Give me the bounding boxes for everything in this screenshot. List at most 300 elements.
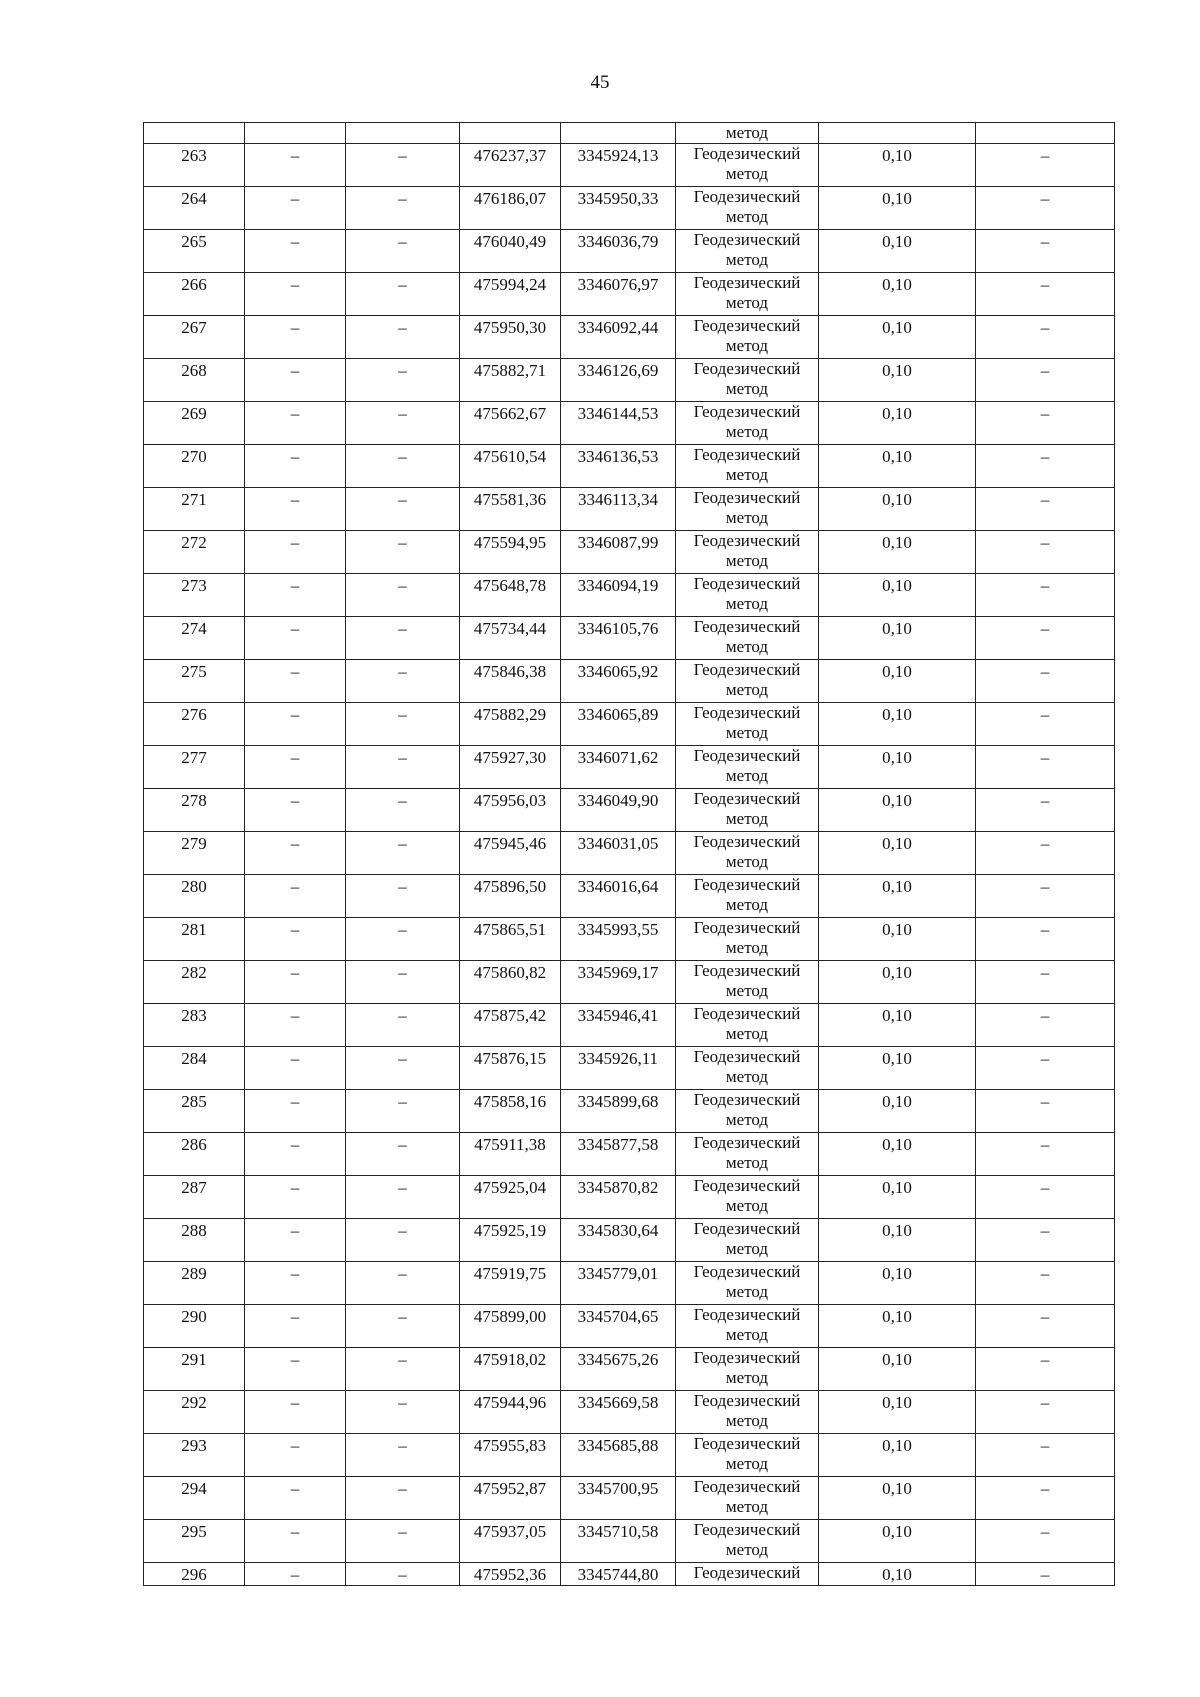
cell-col8-text: – — [1040, 1565, 1050, 1584]
cell-y-text: 3345830,64 — [577, 1221, 659, 1240]
cell-y-text: 3346087,99 — [577, 533, 659, 552]
cell-col3 — [346, 1391, 460, 1434]
cell-y — [561, 1434, 676, 1477]
cell-accuracy-text: 0,10 — [882, 877, 912, 896]
cell-col8-text: – — [1040, 275, 1050, 294]
cell-col8 — [976, 1563, 1115, 1586]
table-row — [144, 359, 1115, 402]
cell-accuracy-text: 0,10 — [882, 1221, 912, 1240]
cell-col2 — [245, 316, 346, 359]
cell-accuracy-text: 0,10 — [882, 1092, 912, 1111]
cell-accuracy-text: 0,10 — [882, 619, 912, 638]
cell-y — [561, 1176, 676, 1219]
cell-y — [561, 1090, 676, 1133]
cell-point-number — [144, 1047, 245, 1090]
cell-col2 — [245, 832, 346, 875]
cell-method — [676, 746, 819, 789]
cell-method — [676, 1477, 819, 1520]
method-line-2: метод — [725, 766, 769, 785]
cell-y — [561, 961, 676, 1004]
cell-accuracy-text: 0,10 — [882, 1264, 912, 1283]
cell-method — [676, 1219, 819, 1262]
cell-accuracy-text: 0,10 — [882, 1393, 912, 1412]
cell-col3 — [346, 918, 460, 961]
cell-col3-text: – — [398, 318, 407, 337]
cell-col2 — [245, 789, 346, 832]
cell-x-text: 475945,46 — [473, 834, 547, 853]
cell-y-text: 3345744,80 — [577, 1565, 659, 1584]
cell-col3-text: – — [398, 1135, 407, 1154]
cell-col3-text: – — [398, 791, 407, 810]
cell-col8 — [976, 746, 1115, 789]
cell-x-text: 476186,07 — [473, 189, 547, 208]
table-row — [144, 1477, 1115, 1520]
cell-col3 — [346, 746, 460, 789]
cell-col8-text: – — [1040, 791, 1050, 810]
cell-col8 — [976, 1520, 1115, 1563]
cell-method — [676, 1262, 819, 1305]
cell-point-number-text: 264 — [181, 189, 207, 208]
cell-x-text: 475865,51 — [473, 920, 547, 939]
cell-col8-text: – — [1040, 404, 1050, 423]
cell-point-number — [144, 273, 245, 316]
cell-col3 — [346, 1434, 460, 1477]
cell-col3 — [346, 574, 460, 617]
cell-accuracy-text: 0,10 — [882, 533, 912, 552]
method-line-1: Геодезический — [693, 961, 801, 980]
cell-col8 — [976, 660, 1115, 703]
cell-point-number-text: 294 — [181, 1479, 207, 1498]
cell-y-text: 3345870,82 — [577, 1178, 659, 1197]
cell-col3 — [346, 1219, 460, 1262]
cell-col3-text: – — [398, 490, 407, 509]
cell-point-number — [144, 617, 245, 660]
cell-col2-text: – — [290, 1049, 300, 1068]
cell-col2-text: – — [290, 1307, 300, 1326]
cell-accuracy-text: 0,10 — [882, 920, 912, 939]
cell-y — [561, 144, 676, 187]
cell-point-number — [144, 1348, 245, 1391]
cell-col2 — [245, 488, 346, 531]
cell-accuracy — [819, 1262, 976, 1305]
cell-col3 — [346, 316, 460, 359]
table-row — [144, 1563, 1115, 1586]
method-line-2: метод — [725, 1110, 769, 1129]
cell-accuracy — [819, 1219, 976, 1262]
cell-y-text: 3346065,89 — [577, 705, 659, 724]
cell-accuracy-text: 0,10 — [882, 1178, 912, 1197]
cell-x — [460, 1348, 561, 1391]
method-line-1: Геодезический — [693, 1434, 801, 1453]
cell-col2-text: – — [290, 1221, 300, 1240]
cell-accuracy — [819, 1090, 976, 1133]
cell-col8-text: – — [1040, 963, 1050, 982]
cell-point-number — [144, 187, 245, 230]
cell-col3 — [346, 875, 460, 918]
cell-point-number — [144, 1133, 245, 1176]
cell-col8-text: – — [1040, 361, 1050, 380]
method-line-1: Геодезический — [693, 144, 801, 163]
cell-method — [676, 359, 819, 402]
cell-y — [561, 273, 676, 316]
cell-col3 — [346, 488, 460, 531]
cell-point-number — [144, 123, 245, 144]
method-line-1: Геодезический — [693, 359, 801, 378]
cell-accuracy — [819, 789, 976, 832]
cell-x-text: 475858,16 — [473, 1092, 547, 1111]
cell-y — [561, 445, 676, 488]
table-row — [144, 961, 1115, 1004]
cell-x-text: 476040,49 — [473, 232, 547, 251]
cell-col2 — [245, 1477, 346, 1520]
cell-accuracy — [819, 1348, 976, 1391]
cell-col2-text: – — [290, 189, 300, 208]
table-row — [144, 918, 1115, 961]
cell-x — [460, 1219, 561, 1262]
cell-col2-text: – — [290, 1006, 300, 1025]
cell-x-text: 475956,03 — [473, 791, 547, 810]
cell-point-number-text: 288 — [181, 1221, 207, 1240]
cell-y — [561, 1004, 676, 1047]
cell-col3 — [346, 961, 460, 1004]
cell-x — [460, 918, 561, 961]
cell-point-number-text: 292 — [181, 1393, 207, 1412]
cell-col3 — [346, 1262, 460, 1305]
cell-col3 — [346, 1176, 460, 1219]
cell-col8 — [976, 123, 1115, 144]
cell-col8-text: – — [1040, 1006, 1050, 1025]
table-row — [144, 531, 1115, 574]
cell-method — [676, 1133, 819, 1176]
cell-col8 — [976, 789, 1115, 832]
cell-y — [561, 1133, 676, 1176]
cell-x — [460, 359, 561, 402]
cell-col2 — [245, 703, 346, 746]
method-line-1: Геодезический — [693, 230, 801, 249]
cell-method — [676, 1004, 819, 1047]
cell-col8-text: – — [1040, 662, 1050, 681]
cell-col8 — [976, 1391, 1115, 1434]
method-line-1: Геодезический — [693, 187, 801, 206]
cell-accuracy-text: 0,10 — [882, 1565, 912, 1584]
cell-col8 — [976, 316, 1115, 359]
cell-col2-text: – — [290, 920, 300, 939]
method-line-2: метод — [725, 1325, 769, 1344]
cell-method — [676, 531, 819, 574]
cell-accuracy-text: 0,10 — [882, 576, 912, 595]
cell-col8-text: – — [1040, 1092, 1050, 1111]
cell-col3-text: – — [398, 1264, 407, 1283]
cell-col8 — [976, 1090, 1115, 1133]
cell-col3-text: – — [398, 533, 407, 552]
cell-x — [460, 1176, 561, 1219]
cell-col2 — [245, 1090, 346, 1133]
cell-x — [460, 660, 561, 703]
cell-y — [561, 187, 676, 230]
cell-col8-text: – — [1040, 318, 1050, 337]
cell-col8-text: – — [1040, 232, 1050, 251]
cell-col8 — [976, 1176, 1115, 1219]
cell-x — [460, 144, 561, 187]
cell-x — [460, 1004, 561, 1047]
cell-point-number — [144, 703, 245, 746]
cell-col3-text: – — [398, 748, 407, 767]
cell-x-text: 475662,67 — [473, 404, 547, 423]
method-line-1: Геодезический — [693, 273, 801, 292]
cell-y — [561, 832, 676, 875]
table-row — [144, 273, 1115, 316]
method-line-1: Геодезический — [693, 1262, 801, 1281]
method-line-2: метод — [725, 1153, 769, 1172]
cell-method — [676, 832, 819, 875]
cell-point-number-text: 270 — [181, 447, 207, 466]
cell-x — [460, 1391, 561, 1434]
table-row — [144, 1520, 1115, 1563]
cell-x-text: 475594,95 — [473, 533, 547, 552]
table-row — [144, 832, 1115, 875]
cell-col8-text: – — [1040, 533, 1050, 552]
table-row — [144, 574, 1115, 617]
cell-y — [561, 316, 676, 359]
cell-x — [460, 875, 561, 918]
cell-y — [561, 918, 676, 961]
cell-col8 — [976, 273, 1115, 316]
cell-x-text: 475994,24 — [473, 275, 547, 294]
cell-y-text: 3345926,11 — [577, 1049, 659, 1068]
cell-y-text: 3345669,58 — [577, 1393, 659, 1412]
cell-col2 — [245, 1391, 346, 1434]
cell-col2-text: – — [290, 232, 300, 251]
cell-point-number-text: 275 — [181, 662, 207, 681]
cell-col2-text: – — [290, 490, 300, 509]
cell-x — [460, 574, 561, 617]
cell-accuracy — [819, 617, 976, 660]
cell-accuracy — [819, 875, 976, 918]
cell-point-number-text: 284 — [181, 1049, 207, 1068]
cell-method — [676, 1348, 819, 1391]
cell-point-number — [144, 1305, 245, 1348]
cell-y — [561, 123, 676, 144]
cell-accuracy-text: 0,10 — [882, 275, 912, 294]
table-row — [144, 1305, 1115, 1348]
cell-col2-text: – — [290, 1135, 300, 1154]
method-line-1: Геодезический — [693, 660, 801, 679]
cell-accuracy — [819, 1563, 976, 1586]
cell-y — [561, 1563, 676, 1586]
cell-x-text: 475925,19 — [473, 1221, 547, 1240]
cell-col8-text: – — [1040, 1135, 1050, 1154]
cell-method — [676, 1047, 819, 1090]
cell-col8-text: – — [1040, 1393, 1050, 1412]
cell-point-number-text: 274 — [181, 619, 207, 638]
cell-col8 — [976, 961, 1115, 1004]
cell-x — [460, 1047, 561, 1090]
cell-x — [460, 445, 561, 488]
cell-point-number-text: 267 — [181, 318, 207, 337]
cell-method — [676, 144, 819, 187]
cell-col2 — [245, 1305, 346, 1348]
cell-col2 — [245, 1434, 346, 1477]
cell-col2 — [245, 746, 346, 789]
cell-col8-text: – — [1040, 748, 1050, 767]
cell-accuracy-text: 0,10 — [882, 834, 912, 853]
method-line-1: Геодезический — [693, 402, 801, 421]
cell-col3-text: – — [398, 920, 407, 939]
cell-col3 — [346, 1004, 460, 1047]
cell-accuracy — [819, 273, 976, 316]
cell-method — [676, 1434, 819, 1477]
cell-point-number — [144, 1176, 245, 1219]
cell-col2 — [245, 402, 346, 445]
cell-y-text: 3345877,58 — [577, 1135, 659, 1154]
method-line-2: метод — [725, 1540, 769, 1559]
cell-y — [561, 574, 676, 617]
cell-col2-text: – — [290, 834, 300, 853]
cell-y — [561, 617, 676, 660]
cell-col8 — [976, 144, 1115, 187]
cell-col2-text: – — [290, 1565, 300, 1584]
cell-col3-text: – — [398, 1178, 407, 1197]
cell-col3-text: – — [398, 705, 407, 724]
cell-x-text: 475927,30 — [473, 748, 547, 767]
cell-accuracy — [819, 123, 976, 144]
cell-point-number — [144, 875, 245, 918]
cell-y-text: 3345924,13 — [577, 146, 659, 165]
cell-x — [460, 316, 561, 359]
cell-accuracy — [819, 488, 976, 531]
cell-col8 — [976, 402, 1115, 445]
cell-col8-text: – — [1040, 490, 1050, 509]
method-line-2: метод — [725, 938, 769, 957]
cell-point-number-text: 280 — [181, 877, 207, 896]
cell-col3-text: – — [398, 275, 407, 294]
cell-x — [460, 789, 561, 832]
cell-x — [460, 273, 561, 316]
cell-col3 — [346, 531, 460, 574]
cell-accuracy — [819, 316, 976, 359]
cell-y-text: 3346105,76 — [577, 619, 659, 638]
cell-accuracy-text: 0,10 — [882, 748, 912, 767]
cell-x — [460, 1262, 561, 1305]
method-line-2: метод — [725, 164, 769, 183]
cell-x — [460, 746, 561, 789]
cell-method — [676, 402, 819, 445]
cell-accuracy-text: 0,10 — [882, 1522, 912, 1541]
cell-x-text: 475899,00 — [473, 1307, 547, 1326]
cell-x — [460, 1477, 561, 1520]
cell-col3-text: – — [398, 1092, 407, 1111]
cell-col8 — [976, 445, 1115, 488]
cell-point-number — [144, 1004, 245, 1047]
cell-y — [561, 488, 676, 531]
cell-x-text: 475911,38 — [474, 1135, 546, 1154]
cell-col3-text: – — [398, 1006, 407, 1025]
cell-col8-text: – — [1040, 146, 1050, 165]
cell-col3 — [346, 445, 460, 488]
method-line-1: Геодезический — [693, 832, 801, 851]
cell-point-number-text: 278 — [181, 791, 207, 810]
cell-point-number-text: 296 — [181, 1565, 207, 1584]
cell-col3-text: – — [398, 1307, 407, 1326]
cell-col2-text: – — [290, 748, 300, 767]
cell-col2-text: – — [290, 619, 300, 638]
cell-accuracy-text: 0,10 — [882, 1307, 912, 1326]
cell-method — [676, 574, 819, 617]
method-line-2: метод — [725, 379, 769, 398]
cell-col2 — [245, 961, 346, 1004]
cell-accuracy — [819, 574, 976, 617]
cell-col2-text: – — [290, 1393, 300, 1412]
cell-accuracy — [819, 402, 976, 445]
cell-col3 — [346, 359, 460, 402]
cell-col2 — [245, 273, 346, 316]
cell-x-text: 475876,15 — [473, 1049, 547, 1068]
cell-point-number — [144, 832, 245, 875]
method-line-1: Геодезический — [693, 1563, 801, 1582]
cell-col3-text: – — [398, 834, 407, 853]
cell-accuracy — [819, 1520, 976, 1563]
method-line-2: метод — [725, 1024, 769, 1043]
cell-col8 — [976, 574, 1115, 617]
method-line-1: Геодезический — [693, 1133, 801, 1152]
method-line-2: метод — [725, 981, 769, 1000]
cell-y — [561, 660, 676, 703]
cell-point-number-text: 263 — [181, 146, 207, 165]
cell-x-text: 475860,82 — [473, 963, 547, 982]
cell-col3 — [346, 1563, 460, 1586]
cell-col2 — [245, 144, 346, 187]
cell-col3 — [346, 1348, 460, 1391]
cell-accuracy — [819, 1477, 976, 1520]
table-row — [144, 1133, 1115, 1176]
cell-method — [676, 488, 819, 531]
cell-method — [676, 660, 819, 703]
cell-col8 — [976, 359, 1115, 402]
cell-x — [460, 1520, 561, 1563]
cell-point-number-text: 282 — [181, 963, 207, 982]
method-line-1: Геодезический — [693, 746, 801, 765]
cell-col8 — [976, 617, 1115, 660]
cell-col2 — [245, 359, 346, 402]
cell-x-text: 475896,50 — [473, 877, 547, 896]
cell-col8-text: – — [1040, 834, 1050, 853]
cell-point-number — [144, 230, 245, 273]
cell-y — [561, 1305, 676, 1348]
cell-col8-text: – — [1040, 1264, 1050, 1283]
cell-y — [561, 789, 676, 832]
cell-col2 — [245, 531, 346, 574]
cell-x — [460, 832, 561, 875]
cell-col2-text: – — [290, 662, 300, 681]
cell-x — [460, 187, 561, 230]
cell-point-number — [144, 531, 245, 574]
cell-x-text: 475919,75 — [473, 1264, 547, 1283]
cell-y-text: 3346094,19 — [577, 576, 659, 595]
method-line-2: метод — [725, 1368, 769, 1387]
cell-col3 — [346, 789, 460, 832]
method-line-1: Геодезический — [693, 488, 801, 507]
cell-y-text: 3346144,53 — [577, 404, 659, 423]
cell-col8 — [976, 1047, 1115, 1090]
cell-col8 — [976, 531, 1115, 574]
method-line-1: Геодезический — [693, 1520, 801, 1539]
table-row — [144, 316, 1115, 359]
method-line-1: Геодезический — [693, 789, 801, 808]
cell-y-text: 3345899,68 — [577, 1092, 659, 1111]
cell-x-text: 475581,36 — [473, 490, 547, 509]
cell-y-text: 3346092,44 — [577, 318, 659, 337]
cell-col3 — [346, 123, 460, 144]
